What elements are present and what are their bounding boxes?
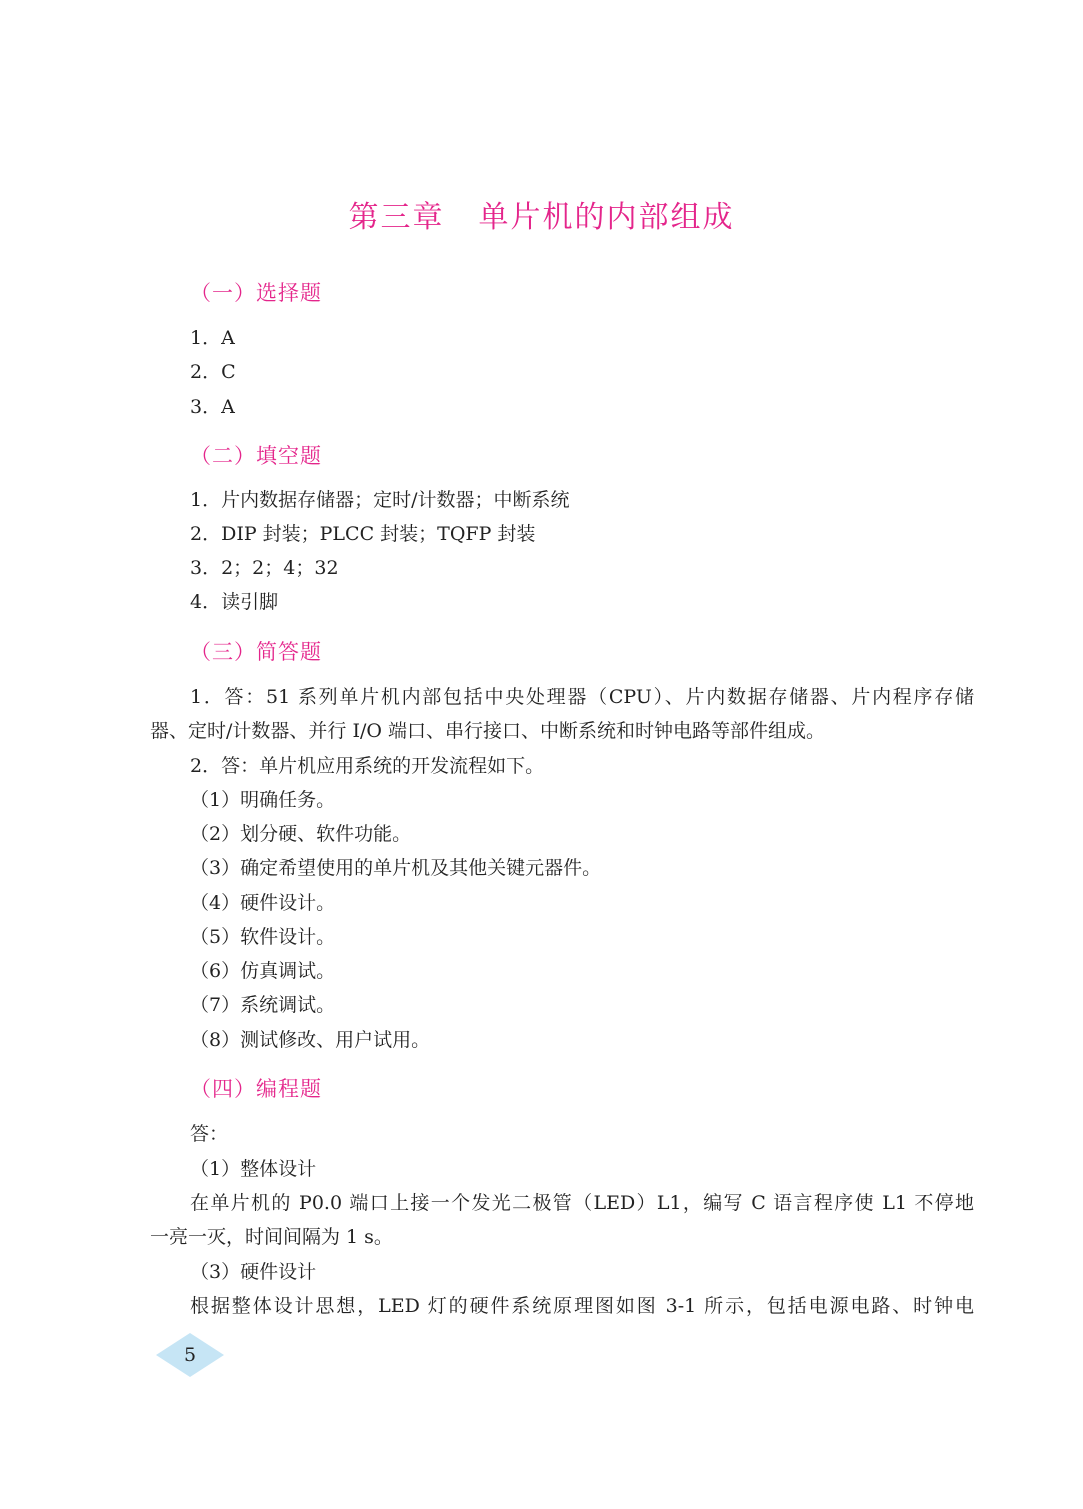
dev-step-4: （4）硬件设计。 — [190, 892, 336, 914]
short-answer-2-intro: 2．答：单片机应用系统的开发流程如下。 — [190, 755, 545, 777]
program-subheading-hardware-design: （3）硬件设计 — [190, 1261, 317, 1283]
short-answer-1-line-1: 1．答：51 系列单片机内部包括中央处理器（CPU）、片内数据存储器、片内程序存储 — [190, 686, 974, 708]
fill-answer-2: 2．DIP 封装；PLCC 封装；TQFP 封装 — [190, 523, 536, 545]
dev-step-8: （8）测试修改、用户试用。 — [190, 1029, 431, 1051]
dev-step-5: （5）软件设计。 — [190, 926, 336, 948]
program-paragraph-1-line-2: 一亮一灭，时间间隔为 1 s。 — [150, 1226, 393, 1248]
section-heading-fill: （二）填空题 — [190, 444, 322, 468]
fill-answer-4: 4．读引脚 — [190, 591, 279, 613]
choice-answer-3: 3．A — [190, 396, 235, 418]
program-paragraph-1-line-1: 在单片机的 P0.0 端口上接一个发光二极管（LED）L1，编写 C 语言程序使 L1 不停地 — [190, 1192, 974, 1214]
program-paragraph-2-line-1: 根据整体设计思想，LED 灯的硬件系统原理图如图 3-1 所示，包括电源电路、时钟电 — [190, 1295, 974, 1317]
chapter-name: 单片机的内部组成 — [478, 200, 735, 235]
chapter-number: 第三章 — [348, 200, 445, 235]
dev-step-6: （6）仿真调试。 — [190, 960, 336, 982]
fill-answer-3: 3．2；2；4；32 — [190, 557, 339, 579]
section-heading-program: （四）编程题 — [190, 1077, 322, 1101]
page-number: 5 — [183, 1344, 197, 1366]
chapter-title — [0, 196, 1083, 240]
choice-answer-1: 1．A — [190, 327, 235, 349]
choice-answer-2: 2．C — [190, 361, 236, 383]
dev-step-2: （2）划分硬、软件功能。 — [190, 823, 412, 845]
short-answer-1-line-2: 器、定时/计数器、并行 I/O 端口、串行接口、中断系统和时钟电路等部件组成。 — [150, 720, 825, 742]
section-heading-short: （三）简答题 — [190, 640, 322, 664]
dev-step-1: （1）明确任务。 — [190, 789, 336, 811]
page-number-badge — [154, 1330, 226, 1380]
section-heading-choice: （一）选择题 — [190, 281, 322, 305]
fill-answer-1: 1．片内数据存储器；定时/计数器；中断系统 — [190, 489, 570, 511]
dev-step-7: （7）系统调试。 — [190, 994, 336, 1016]
dev-step-3: （3）确定希望使用的单片机及其他关键元器件。 — [190, 857, 602, 879]
program-subheading-overall-design: （1）整体设计 — [190, 1158, 317, 1180]
program-answer-label: 答： — [190, 1123, 229, 1145]
